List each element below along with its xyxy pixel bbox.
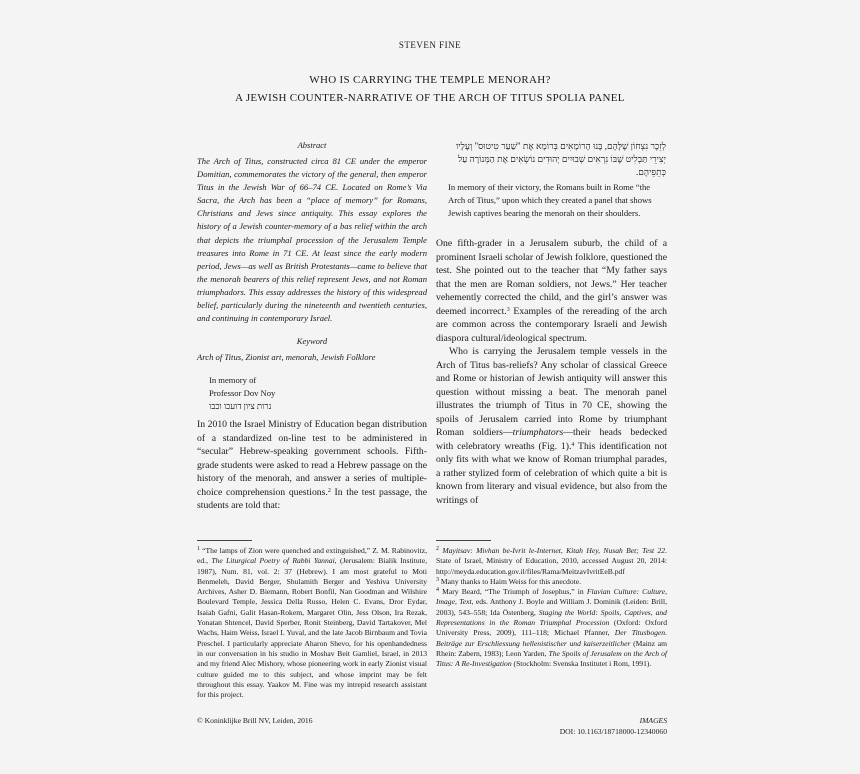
footnote-title: Der Titusbogen. Beiträge zur Erschliessung hellenistischer und kaiserzeitlicher	[436, 628, 667, 648]
footnote-divider-left	[197, 540, 252, 541]
article-title-line1: WHO IS CARRYING THE TEMPLE MENORAH?	[309, 74, 551, 86]
footnote-ref-2[interactable]: 2	[327, 487, 331, 494]
body-left-text: In 2010 the Israel Ministry of Education began distribution of a standardized on-line test to be administered in “secular” Hebrew-speaking government schools. Fifth-grade students were asked to read a Hebrew passage on the history of the menorah, and answer a series of multiple-choice comprehension questions.	[197, 419, 427, 498]
triumphators-term: triumphators	[512, 427, 564, 438]
dedication	[209, 374, 419, 413]
footnote-title: Mayitsav: Mivhan be-Ivrit le-Internet, Kitah Hey, Nusah Bet; Test 22.	[442, 546, 667, 555]
footnote-number: 3	[436, 576, 439, 583]
footnote-divider-right	[436, 540, 491, 541]
doi[interactable]: DOI: 10.1163/18718000-12340060	[559, 727, 667, 736]
footnote-text: (Stockholm: Svenska Institutet i Rom, 1991).	[511, 659, 652, 669]
abstract-heading: Abstract	[297, 140, 327, 150]
journal-name	[436, 716, 667, 726]
footnote-ref-4[interactable]: 4	[571, 441, 575, 448]
footnote-4	[436, 587, 667, 669]
footnote-ref-3[interactable]: 3	[506, 306, 510, 313]
footnote-text: Mary Beard, “The Triumph of Josephus,” in	[442, 587, 587, 597]
copyright-notice: © Koninklijke Brill NV, Leiden, 2016	[197, 716, 313, 725]
footnote-text: eds. Anthony J. Boyle and William J. Dominik (Leiden: Brill, 2003), 543–558; Ida Östenberg,	[436, 597, 667, 617]
body-right-text	[436, 237, 667, 507]
footnote-3	[436, 577, 667, 587]
footnote-title: The Spoils of Jerusalem on the Arch of Titus: A Re-Investigation	[436, 648, 667, 669]
abstract-text: The Arch of Titus, constructed circa 81 CE under the emperor Domitian, commemorates the victory of the general, then emperor Titus in the Jewish War of 66–74 CE. Located on Rome’s Via Sacra, the Arch has been a “place of memory” for Romans, Christians and Jews since antiquity. This essay explores the history of a Jewish counter-memory of a bas relief within the arch that depicts the triumphal procession of the Jerusalem Temple treasures into Rome in 71 CE. At least since the early modern period, Jews—as well as British Protestants—came to believe that the menorah bearers of this relief represent Jews, and not Roman triumphadors. This essay addresses the history of this widespread belief, particularly during the nineteenth and twentieth centuries, and continuing in contemporary Israel.	[197, 156, 427, 324]
dedication-line1: In memory of	[209, 375, 257, 385]
body-right-para2-a: Who is carrying the Jerusalem temple vessels in the Arch of Titus bas-reliefs? Any scholar of classical Greece and Rome or historian of Jewish antiquity will answer this question without missing a beat. The menorah panel illustrates the triumph of Titus in 70 CE, showing the spoils of Jerusalem carried into Rome by triumphant Roman soldiers—	[436, 346, 667, 438]
dedication-line2: Professor Dov Noy	[209, 388, 276, 398]
footnote-text: Many thanks to Haim Weiss for this anecdote.	[440, 576, 582, 586]
footnote-1	[197, 546, 427, 700]
body-right-para1-tail: Examples of the rereading of the arch are common across the contemporary Israeli and Jewish diaspora cultural/ideological spectrum.	[436, 305, 667, 344]
footnote-number: 2	[436, 546, 439, 552]
footnote-number: 4	[436, 587, 439, 594]
footnote-text: State of Israel, Ministry of Education, 2010, accessed August 20, 2014: http://meyda.education.gov.il/files/Rama/MeitzavIvritEeB.pdf	[436, 556, 667, 576]
footnote-title: Staging the World: Spoils, Captives, and Representations in the Roman Triumphal Procession	[436, 607, 667, 628]
body-right-para2-b: —their heads bedecked with celebratory wreaths (Fig. 1).	[436, 427, 668, 452]
body-left-tail: In the test passage, the students are told that:	[197, 486, 428, 511]
journal-title: IMAGES	[639, 716, 667, 725]
keyword-list: Arch of Titus, Zionist art, menorah, Jewish Folklore	[197, 352, 376, 362]
footnote-text: (Jerusalem: Bialik Institute, 1987), Num. 81, vol. 2: 37 (Hebrew). I am most grateful to Moti Benmeleh, David Berger, Shulamith Berger and Yeshiva University Archives, Asher D. Biemann, Robert Bonfil, Nan Goodman and Wilshire Boulevard Temple, Jessica Della Russo, Helen C. Evans, Dror Eydar, Isaiah Gafni, Galit Hasan-Rokem, Margaret Olin, Jess Olson, Ira Rezak, Yonatan Shtencel, David Sperber, Ronit Steinberg, David Tartakover, Mel Wachs, Haim Weiss, Israel I. Yuval, and the late Jacob Birnbaum and Tovia Preschel. I particularly appreciate Aharon Shevo, for his openhandedness in our conversation in his studio in Moshav Beit Gamliel, Israel, in 2013 and my friend Alec Mishory, whose pioneering work in early Zionist visual culture guided me to this subject, and whose imprint may be felt throughout this essay. Yaakov M. Fine was my intrepid research assistant for this project.	[197, 556, 427, 700]
dedication-hebrew: נרות ציון דועכו וכבו	[209, 401, 272, 411]
body-right-para2-c: This identification not only fits with what we know of Roman triumphal parades, a rather stylized form of celebration of which quite a bit is known from literary and visual evidence, but also from the writings of	[436, 440, 667, 506]
author-name: STEVEN FINE	[398, 40, 462, 50]
keyword-heading: Keyword	[296, 336, 328, 346]
footnote-2	[436, 546, 667, 577]
body-right-para1: One fifth-grader in a Jerusalem suburb, the child of a prominent Israeli scholar of Jewish folklore, questioned the test. She pointed out to the teacher that “My father says that the men are Roman soldiers, not Jews.” Her teacher vehemently corrected the child, and the girl’s answer was deemed incorrect.	[436, 238, 667, 317]
hebrew-quote: לְזֵכֶר נִצְחוֹן שֶׁלָּהֶם, בָּנוּ הָרוֹמָאִים בְּרוֹמָא אֶת "שַׁעַר טִיטוּס" וְעָלָיו יְצִירֵי תַּבְלִיט שֶׁבּוֹ נִרְאִים שְׁבוּיִים יְהוּדִים נוֹשְׂאִים אֶת הַמְּנוֹרָה עַל כְּתֵפֵיהֶם.	[455, 141, 666, 177]
footnote-text: (Oxford: Oxford University Press, 2009), 111–118; Michael Pfanner,	[436, 618, 667, 638]
footnote-title: Flavian Culture: Culture, Image, Text,	[436, 587, 668, 607]
quote-translation: In memory of their victory, the Romans built in Rome “the Arch of Titus,” upon which they created a panel that shows Jewish captives bearing the menorah on their shoulders.	[448, 182, 652, 218]
body-left-paragraph	[197, 418, 427, 513]
footnote-number: 1	[197, 546, 200, 552]
article-title-line2: A JEWISH COUNTER-NARRATIVE OF THE ARCH OF TITUS SPOLIA PANEL	[235, 92, 625, 104]
footnote-title: The Liturgical Poetry of Rabbi Yannai,	[211, 556, 337, 566]
footnote-text: (Mainz am Rhein: Zabern, 1983); Leon Yarden,	[436, 638, 667, 658]
footnotes-right	[436, 546, 667, 670]
footnote-text: “The lamps of Zion were quenched and extinguished,” Z. M. Rabinovitz, ed.,	[197, 546, 427, 566]
